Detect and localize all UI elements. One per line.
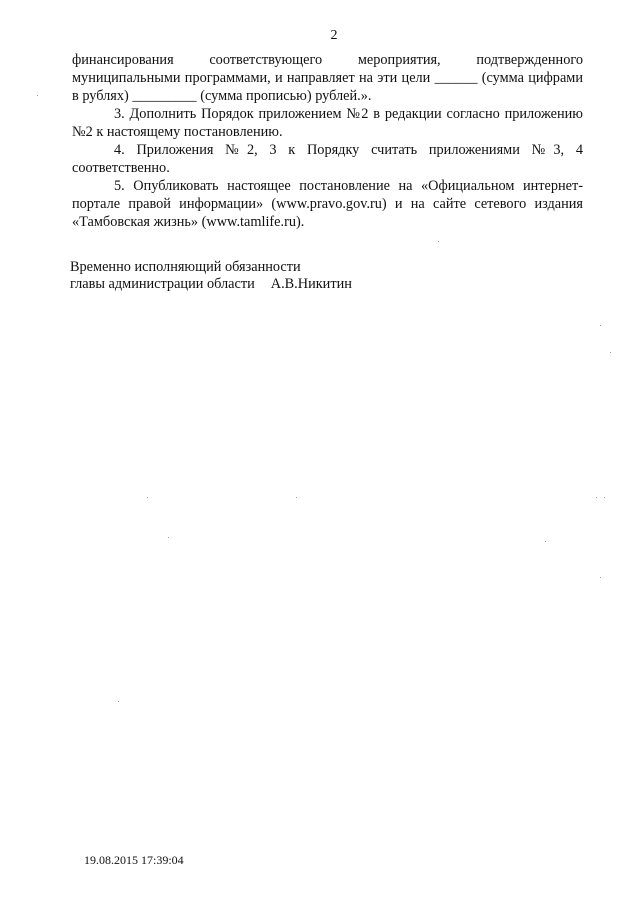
signature-position-line1: Временно исполняющий обязанности: [70, 259, 301, 275]
paragraph-item-3: 3. Дополнить Порядок приложением №2 в редакции согласно приложению №2 к настоящему постановлению.: [72, 106, 583, 140]
scan-speck: [168, 537, 169, 538]
scan-speck: [545, 541, 546, 542]
scan-speck: [118, 701, 119, 702]
paragraph-continuation: финансирования соответствующего мероприятия, подтвержденного муниципальными программами, и направляет на эти цели ______ (сумма цифрами в рублях) _________ (сумма прописью) рублей.».: [72, 52, 583, 104]
scan-speck: [600, 325, 601, 326]
scan-speck: [147, 497, 148, 498]
scan-speck: [604, 497, 605, 498]
document-body: [72, 51, 583, 231]
scan-speck: [37, 95, 38, 96]
page-number: 2: [330, 28, 338, 43]
print-timestamp: 19.08.2015 17:39:04: [84, 853, 184, 867]
signatory-name: А.В.Никитин: [270, 276, 352, 292]
signature-block: [70, 259, 352, 293]
signature-position-line2: [70, 276, 352, 293]
scan-speck: [296, 497, 297, 498]
scan-speck: [438, 241, 439, 242]
signature-position-text: главы администрации области: [70, 276, 255, 292]
paragraph-item-5: 5. Опубликовать настоящее постановление на «Официальном интернет-портале правой информации» (www.pravo.gov.ru) и на сайте сетевого издания «Тамбовская жизнь» (www.tamlife.ru).: [72, 178, 583, 230]
scan-speck: [610, 352, 611, 353]
paragraph-item-4: 4. Приложения №2, 3 к Порядку считать приложениями №3, 4 соответственно.: [72, 142, 583, 176]
scan-speck: [596, 497, 597, 498]
scan-speck: [600, 577, 601, 578]
